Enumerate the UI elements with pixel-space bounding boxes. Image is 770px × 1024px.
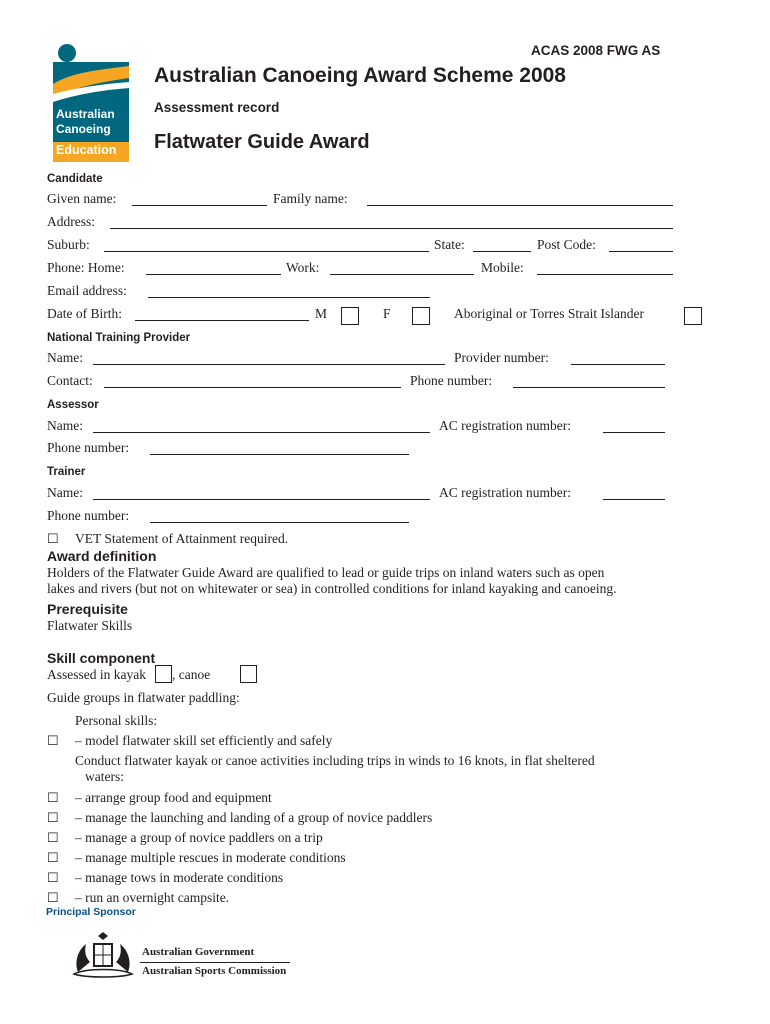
assessor-name-label: Name: [47, 418, 83, 433]
email-label: Email address: [47, 283, 127, 298]
suburb-field[interactable] [104, 251, 429, 252]
address-label: Address: [47, 214, 95, 229]
skill-item-tows: – manage tows in moderate conditions [75, 870, 284, 885]
australian-canoeing-education-logo [53, 44, 129, 162]
logo-text-canoeing: Canoeing [56, 122, 111, 136]
personal-skills-text: Personal skills: [75, 713, 158, 728]
family-name-label: Family name: [273, 191, 348, 206]
phone-home-label: Phone: Home: [47, 260, 125, 275]
work-phone-label: Work: [286, 260, 320, 275]
aboriginal-checkbox[interactable] [684, 307, 702, 325]
male-checkbox[interactable] [341, 307, 359, 325]
skill-component-heading: Skill component [47, 650, 156, 666]
assessor-phone-field[interactable] [150, 454, 409, 455]
prerequisite-heading: Prerequisite [47, 601, 128, 617]
ntp-heading: National Training Provider [47, 332, 191, 344]
trainer-ac-reg-label: AC registration number: [439, 485, 571, 500]
assessed-in-kayak-label: Assessed in kayak [47, 667, 146, 682]
award-definition-line2: lakes and rivers (but not on whitewater or sea) in controlled conditions for inland kayaking and canoeing. [47, 581, 617, 596]
guide-groups-text: Guide groups in flatwater paddling: [47, 690, 240, 705]
vet-label: VET Statement of Attainment required. [75, 531, 289, 546]
gov-logo-divider [140, 962, 290, 963]
model-skill-text: – model flatwater skill set efficiently and safely [75, 733, 333, 748]
state-label: State: [434, 237, 465, 252]
candidate-heading: Candidate [47, 173, 103, 185]
canoe-checkbox[interactable] [240, 665, 257, 683]
given-name-label: Given name: [47, 191, 117, 206]
model-skill-checkbox[interactable]: ☐ [47, 733, 59, 748]
assessor-ac-reg-field[interactable] [603, 432, 665, 433]
page-subtitle: Assessment record [154, 100, 280, 115]
page-title: Australian Canoeing Award Scheme 2008 [154, 64, 566, 87]
skill-item-campsite: – run an overnight campsite. [75, 890, 230, 905]
work-phone-field[interactable] [330, 274, 474, 275]
assessor-phone-label: Phone number: [47, 440, 130, 455]
award-definition-line1: Holders of the Flatwater Guide Award are qualified to lead or guide trips on inland waters such as open [47, 565, 605, 580]
coat-of-arms-icon [70, 932, 136, 980]
item-checkbox-2[interactable]: ☐ [47, 830, 59, 845]
conduct-activities-line1: Conduct flatwater kayak or canoe activities including trips in winds to 16 knots, in flat sheltered [75, 753, 595, 768]
post-code-label: Post Code: [537, 237, 596, 252]
principal-sponsor-label: Principal Sponsor [46, 906, 136, 918]
conduct-activities-line2: waters: [85, 769, 124, 784]
logo-text-australian: Australian [56, 107, 115, 121]
trainer-ac-reg-field[interactable] [603, 499, 665, 500]
ntp-phone-field[interactable] [513, 387, 665, 388]
skill-item-launching-landing: – manage the launching and landing of a group of novice paddlers [75, 810, 433, 825]
post-code-field[interactable] [609, 251, 673, 252]
ntp-name-field[interactable] [93, 364, 445, 365]
ntp-contact-field[interactable] [104, 387, 401, 388]
dob-label: Date of Birth: [47, 306, 122, 321]
male-label: M [315, 306, 328, 321]
trainer-name-label: Name: [47, 485, 83, 500]
kayak-checkbox[interactable] [155, 665, 172, 683]
logo-text-education: Education [56, 143, 117, 157]
skill-item-rescues: – manage multiple rescues in moderate conditions [75, 850, 346, 865]
suburb-label: Suburb: [47, 237, 90, 252]
item-checkbox-0[interactable]: ☐ [47, 790, 59, 805]
mobile-label: Mobile: [481, 260, 524, 275]
award-title: Flatwater Guide Award [154, 131, 370, 153]
prerequisite-text: Flatwater Skills [47, 618, 133, 633]
trainer-phone-field[interactable] [150, 522, 409, 523]
trainer-phone-label: Phone number: [47, 508, 130, 523]
dob-field[interactable] [135, 320, 309, 321]
document-code: ACAS 2008 FWG AS [531, 43, 661, 58]
item-checkbox-4[interactable]: ☐ [47, 870, 59, 885]
item-checkbox-1[interactable]: ☐ [47, 810, 59, 825]
award-definition-heading: Award definition [47, 548, 157, 564]
ntp-phone-label: Phone number: [410, 373, 493, 388]
australian-sports-commission-text: Australian Sports Commission [142, 965, 287, 977]
ntp-name-label: Name: [47, 350, 83, 365]
trainer-heading: Trainer [47, 466, 86, 478]
aboriginal-label: Aboriginal or Torres Strait Islander [454, 306, 645, 321]
given-name-field[interactable] [132, 205, 267, 206]
address-field[interactable] [110, 228, 673, 229]
vet-checkbox[interactable]: ☐ [47, 531, 59, 546]
female-checkbox[interactable] [412, 307, 430, 325]
skill-item-manage-group: – manage a group of novice paddlers on a trip [75, 830, 323, 845]
ntp-contact-label: Contact: [47, 373, 93, 388]
email-field[interactable] [148, 297, 430, 298]
australian-government-text: Australian Government [142, 946, 255, 958]
canoe-label: , canoe [172, 667, 211, 682]
provider-number-field[interactable] [571, 364, 665, 365]
assessor-heading: Assessor [47, 399, 99, 411]
female-label: F [383, 306, 391, 321]
trainer-name-field[interactable] [93, 499, 430, 500]
state-field[interactable] [473, 251, 531, 252]
item-checkbox-3[interactable]: ☐ [47, 850, 59, 865]
skill-item-food-equipment: – arrange group food and equipment [75, 790, 272, 805]
mobile-field[interactable] [537, 274, 673, 275]
phone-home-field[interactable] [146, 274, 281, 275]
assessor-name-field[interactable] [93, 432, 430, 433]
item-checkbox-5[interactable]: ☐ [47, 890, 59, 905]
family-name-field[interactable] [367, 205, 673, 206]
provider-number-label: Provider number: [454, 350, 549, 365]
assessor-ac-reg-label: AC registration number: [439, 418, 571, 433]
